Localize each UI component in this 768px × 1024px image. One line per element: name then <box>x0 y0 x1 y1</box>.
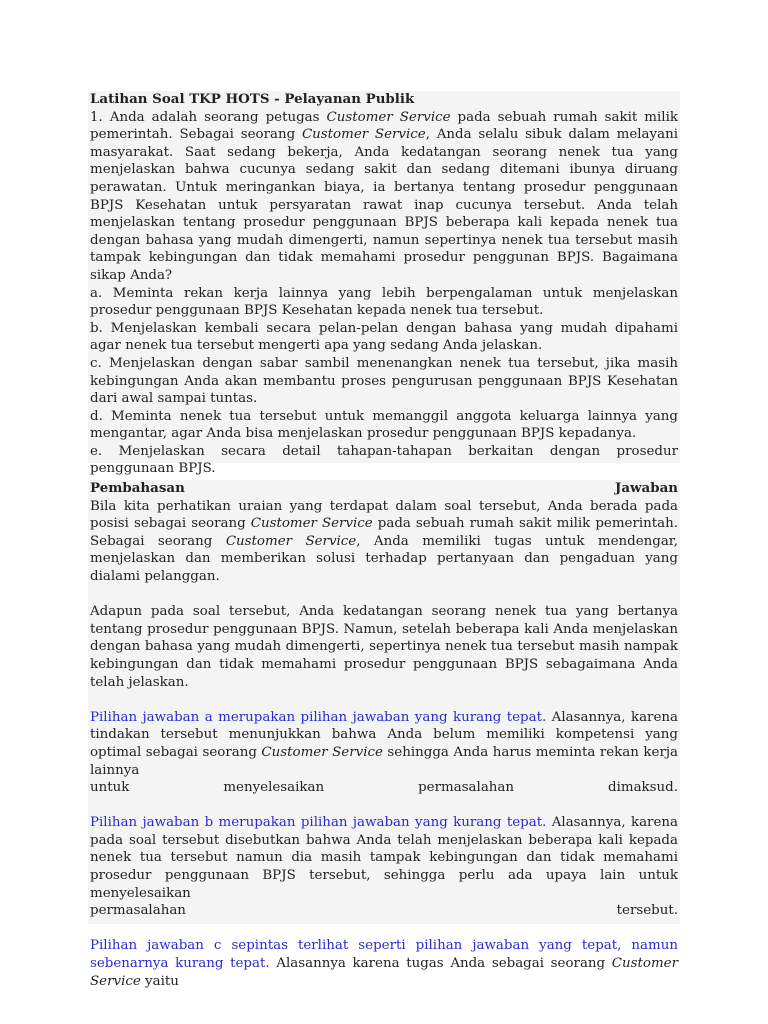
answer-paragraph-4: Pilihan jawaban b merupakan pilihan jawaban yang kurang tepat. Alasannya, karena pada soal tersebut disebutkan bahwa Anda telah menjelaskan beberapa kali kepada nenek tua tersebut namun dia masih tampak kebingungan dan tidak memahami prosedur penggunaan BPJS tersebut, sehingga perlu ada upaya lain untuk menyelesaikan <box>90 815 678 901</box>
answer-paragraph-1: Bila kita perhatikan uraian yang terdapat dalam soal tersebut, Anda berada pada posisi sebagai seorang Customer Service pada sebuah rumah sakit milik pemerintah. Sebagai seorang Customer Service, Anda memiliki tugas untuk mendengar, menjelaskan dan memberikan solusi terhadap pertanyaan dan pengaduan yang dialami pelanggan. <box>90 498 678 584</box>
spacer <box>90 691 678 709</box>
highlight-option-a: Pilihan jawaban a merupakan pilihan jawaban yang kurang tepat. <box>90 709 547 725</box>
highlight-option-b: Pilihan jawaban b merupakan pilihan jawaban yang kurang tepat. <box>90 815 547 831</box>
heading-jawaban: Jawaban <box>615 480 678 496</box>
question-stem: 1. Anda adalah seorang petugas Customer Service pada sebuah rumah sakit milik pemerintah. Sebagai seorang Customer Service, Anda selalu sibuk dalam melayani masyarakat. Saat sedang bekerja, Anda kedatangan seorang nenek tua yang menjelaskan bahwa cucunya sedang sakit dan sedang ditemani ibunya diruang perawatan. Untuk meringankan biaya, ia bertanya tentang prosedur penggunaan BPJS Kesehatan untuk persyaratan rawat inap cucunya tersebut. Anda telah menjelaskan tentang prosedur penggunaan BPJS beberapa kali kepada nenek tua dengan bahasa yang mudah dimengerti, namun sepertinya nenek tua tersebut masih tampak kebingungan dan tidak memahami prosedur penggunan BPJS. Bagaimana sikap Anda? <box>90 109 678 283</box>
answer-paragraph-4-last-line: permasalahan tersebut. <box>90 903 678 919</box>
answer-paragraph-3: Pilihan jawaban a merupakan pilihan jawaban yang kurang tepat. Alasannya, karena tindakan tersebut menunjukkan bahwa Anda belum memiliki kompetensi yang optimal sebagai seorang Customer Service sehingga Anda harus meminta rekan kerja lainnya <box>90 709 678 778</box>
spacer <box>90 797 678 815</box>
answer-section <box>88 480 680 989</box>
question-section <box>88 91 680 477</box>
option-c: c. Menjelaskan dengan sabar sambil menenangkan nenek tua tersebut, jika masih kebingungan Anda akan membantu proses pengurusan penggunaan BPJS Kesehatan dari awal sampai tuntas. <box>90 355 678 407</box>
answer-paragraph-2: Adapun pada soal tersebut, Anda kedatangan seorang nenek tua yang bertanya tentang prosedur penggunaan BPJS. Namun, setelah beberapa kali Anda menjelaskan dengan bahasa yang mudah dimengerti, sepertinya nenek tua tersebut masih nampak kebingungan dan tidak memahami prosedur penggunaan BPJS sebagaimana Anda telah jelaskan. <box>90 604 678 690</box>
spacer <box>90 920 678 938</box>
option-a: a. Meminta rekan kerja lainnya yang lebih berpengalaman untuk menjelaskan prosedur penggunaan BPJS Kesehatan kepada nenek tua tersebut. <box>90 285 678 319</box>
answer-paragraph-5: Pilihan jawaban c sepintas terlihat seperti pilihan jawaban yang tepat, namun sebenarnya kurang tepat. Alasannya karena tugas Anda sebagai seorang Customer Service yaitu <box>90 938 678 989</box>
option-d: d. Meminta nenek tua tersebut untuk memanggil anggota keluarga lainnya yang mengantar, agar Anda bisa menjelaskan prosedur penggunaan BPJS kepadanya. <box>90 408 678 442</box>
option-b: b. Menjelaskan kembali secara pelan-pelan dengan bahasa yang mudah dipahami agar nenek tua tersebut mengerti apa yang sedang Anda jelaskan. <box>90 320 678 354</box>
answer-heading <box>90 480 678 498</box>
heading-pembahasan: Pembahasan <box>90 480 185 496</box>
highlight-option-c: Pilihan jawaban c sepintas terlihat seperti pilihan jawaban yang tepat, namun sebenarnya kurang tepat. <box>90 938 678 972</box>
spacer <box>90 586 678 604</box>
question-title: Latihan Soal TKP HOTS - Pelayanan Publik <box>90 91 415 107</box>
option-e: e. Menjelaskan secara detail tahapan-tahapan berkaitan dengan prosedur penggunaan BPJS. <box>90 443 678 477</box>
answer-paragraph-3-last-line: untuk menyelesaikan permasalahan dimaksud. <box>90 780 678 796</box>
